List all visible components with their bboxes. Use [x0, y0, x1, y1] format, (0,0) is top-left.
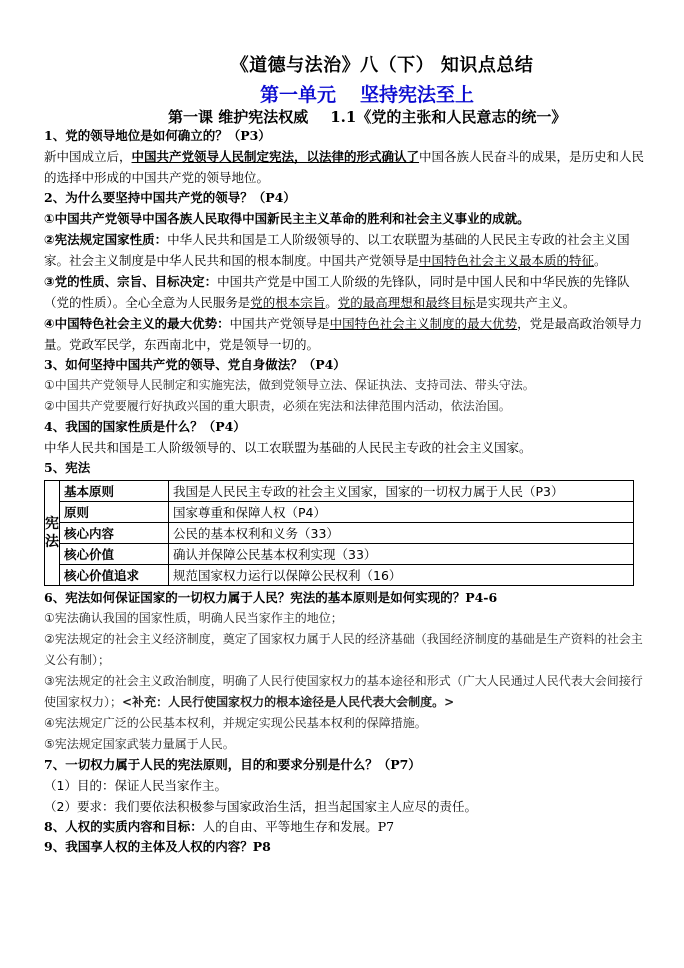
question-9: 9、我国享人权的主体及人权的内容？P8: [44, 839, 271, 854]
answer-3-item-2: ②中国共产党要履行好执政兴国的重大职责，必须在宪法和法律范围内活动，依法治国。: [44, 399, 511, 413]
answer-2-item-3: [44, 271, 648, 313]
document-title: 《道德与法治》八（下） 知识点总结: [230, 55, 534, 76]
answer-1-text-b: 中国共产党领导人民制定宪法，以法律的形式确认了: [131, 149, 420, 164]
question-3: 3、如何坚持中国共产党的领导、党自身做法？（P4）: [44, 357, 346, 372]
question-8-label: 8、人权的实质内容和目标：: [44, 819, 203, 834]
table-cell-value: 国家尊重和保障人权（P4）: [169, 502, 634, 523]
answer-6-item-4: ④宪法规定广泛的公民基本权利，并规定实现公民基本权利的保障措施。: [44, 716, 427, 730]
lesson-name: 第一课 维护宪法权威: [168, 108, 309, 126]
answer-6-item-2: ②宪法规定的社会主义经济制度，奠定了国家权力属于人民的经济基础（我国经济制度的基础是生产资料的社会主义公有制）；: [44, 632, 643, 667]
answer-4: 中华人民共和国是工人阶级领导的、以工农联盟为基础的人民民主专政的社会主义国家。: [44, 440, 532, 455]
answer-3-item-1: ①中国共产党领导人民制定和实施宪法，做到党领导立法、保证执法、支持司法、带头守法。: [44, 378, 535, 392]
answer-2-item-2-end: 。: [594, 253, 607, 268]
table-cell-value: 确认并保障公民基本权利实现（33）: [169, 544, 634, 565]
answer-1-text-a: 新中国成立后，: [44, 149, 132, 164]
answer-7-item-1: （1）目的：保证人民当家作主。: [44, 778, 227, 793]
answer-6-item-3-supplement: <补充：人民行使国家权力的根本途径是人民代表大会制度。>: [122, 695, 455, 709]
question-8-answer: 人的自由、平等地生存和发展。P7: [202, 819, 395, 834]
constitution-table: [44, 480, 634, 586]
question-5: 5、宪法: [44, 460, 91, 475]
answer-2-item-4-label: ④中国特色社会主义的最大优势：: [44, 316, 230, 331]
question-2: 2、为什么要坚持中国共产党的领导？（P4）: [44, 190, 296, 205]
answer-2-item-3-text: 中国共产党是中国工人阶级的先锋队，同时是中国人民和中华民族的先锋队（党的性质）。全心全意为人民服务是: [44, 274, 630, 310]
lesson-section: 1.1《党的主张和人民意志的统一》: [330, 108, 567, 126]
notes-content: [44, 126, 648, 857]
table-cell-name: 核心价值追求: [60, 565, 169, 586]
answer-2-item-2-text: 中华人民共和国是工人阶级领导的、以工农联盟为基础的人民民主专政的社会主义国家。社会主义制度是中华人民共和国的根本制度。中国共产党领导是: [44, 232, 630, 268]
answer-2-item-2-underline: 中国特色社会主义最本质的特征: [419, 253, 595, 268]
answer-2-item-3-underline-b: 党的最高理想和最终目标: [337, 295, 476, 310]
answer-6-item-1: ①宪法确认我国的国家性质，明确人民当家作主的地位；: [44, 611, 343, 625]
unit-title: [0, 80, 684, 107]
question-4: 4、我国的国家性质是什么？（P4）: [44, 419, 246, 434]
answer-2-item-4-text: 中国共产党领导是: [229, 316, 330, 331]
answer-2-item-3-label: ③党的性质、宗旨、目标决定：: [44, 274, 218, 289]
question-1: 1、党的领导地位是如何确立的？（P3）: [44, 128, 271, 143]
answer-1-text-c: 中国各族人民奋斗的成果，是历史和人民的选择中形成的中国共产党的领导地位。: [44, 149, 645, 185]
answer-1: [44, 146, 648, 188]
question-6: 6、宪法如何保证国家的一切权力属于人民？宪法的基本原则是如何实现的？P4-6: [44, 590, 498, 605]
answer-7-item-2: （2）要求：我们要依法积极参与国家政治生活，担当起国家主人应尽的责任。: [44, 799, 477, 814]
answer-2-item-2-label: ②宪法规定国家性质：: [44, 232, 168, 247]
unit-name: 坚持宪法至上: [360, 84, 475, 106]
table-row: [45, 565, 634, 586]
answer-6-item-3: [44, 671, 648, 713]
table-side-label: 宪法: [45, 481, 60, 586]
answer-6-item-5: ⑤宪法规定国家武装力量属于人民。: [44, 737, 235, 751]
answer-6-item-3-text: ③宪法规定的社会主义政治制度，明确了人民行使国家权力的基本途径和形式（广大人民通过人民代表大会间接行使国家权力）；: [44, 674, 643, 709]
table-cell-value: 规范国家权力运行以保障公民权利（16）: [169, 565, 634, 586]
table-cell-value: 公民的基本权利和义务（33）: [169, 523, 634, 544]
answer-2-item-3-end: 是实现共产主义。: [475, 295, 576, 310]
table-cell-value: 我国是人民民主专政的社会主义国家，国家的一切权力属于人民（P3）: [169, 481, 634, 502]
answer-2-item-2: [44, 229, 648, 271]
answer-2-item-3-sep: 。: [325, 295, 338, 310]
unit-number: 第一单元: [259, 84, 336, 106]
answer-2-item-4: [44, 313, 648, 355]
question-8: [44, 817, 648, 837]
table-cell-name: 核心价值: [60, 544, 169, 565]
answer-2-item-3-underline-a: 党的根本宗旨: [250, 295, 326, 310]
table-cell-name: 原则: [60, 502, 169, 523]
answer-2-item-1: ①中国共产党领导中国各族人民取得中国新民主主义革命的胜利和社会主义事业的成就。: [44, 211, 530, 226]
table-row: [45, 481, 634, 502]
question-7: 7、一切权力属于人民的宪法原则，目的和要求分别是什么？（P7）: [44, 757, 421, 772]
answer-2-item-4-underline: 中国特色社会主义制度的最大优势: [329, 316, 518, 331]
table-row: [45, 523, 634, 544]
answer-2-item-4-end: ，党是最高政治领导力量。党政军民学，东西南北中，党是领导一切的。: [44, 316, 643, 352]
lesson-title: [168, 106, 566, 127]
table-cell-name: 基本原则: [60, 481, 169, 502]
table-cell-name: 核心内容: [60, 523, 169, 544]
table-row: [45, 544, 634, 565]
table-row: [45, 502, 634, 523]
